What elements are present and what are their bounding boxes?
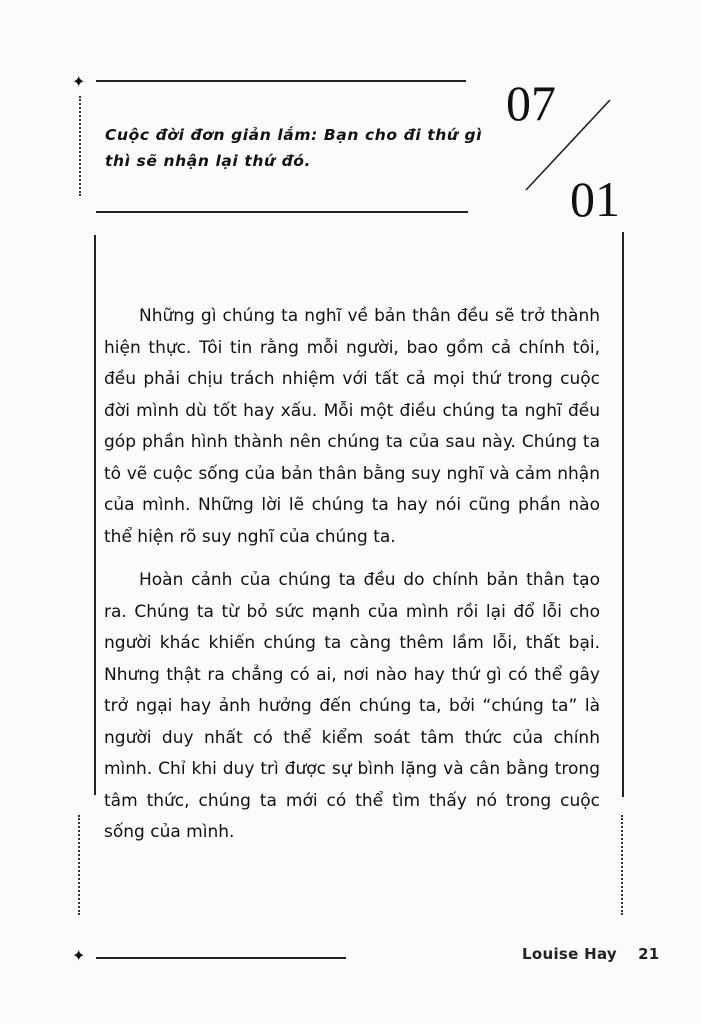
footer-author: Louise Hay <box>522 945 617 963</box>
dotted-divider-top-left <box>79 96 81 196</box>
frame-right-rule <box>622 232 624 797</box>
frame-left-rule <box>94 235 96 795</box>
chapter-day: 01 <box>570 171 620 227</box>
header-rule-bottom <box>96 211 468 213</box>
quote-line-2: thì sẽ nhận lại thứ đó. <box>105 152 312 170</box>
star-ornament-bottom-icon: ✦ <box>72 946 86 965</box>
chapter-month: 07 <box>506 75 556 131</box>
dotted-divider-bottom-left <box>78 815 80 915</box>
dotted-divider-bottom-right <box>621 815 623 915</box>
quote-line-1: Cuộc đời đơn giản lắm: Bạn cho đi thứ gì <box>105 126 483 144</box>
page-number: 21 <box>638 945 660 963</box>
star-ornament-top-icon: ✦ <box>72 72 86 91</box>
paragraph-1: Những gì chúng ta nghĩ về bản thân đều sẽ trở thành hiện thực. Tôi tin rằng mỗi người, bao gồm cả chính tôi, đều phải chịu trách nhiệm với tất cả mọi thứ trong cuộc đời mình dù tốt hay xấu. Mỗi một điều chúng ta nghĩ đều góp phần hình thành nên chúng ta của sau này. Chúng ta tô vẽ cuộc sống của bản thân bằng suy nghĩ và cảm nhận của mình. Những lời lẽ chúng ta hay nói cũng phần nào thể hiện rõ suy nghĩ của chúng ta. <box>104 306 600 547</box>
header-quote <box>105 122 485 174</box>
paragraph-2: Hoàn cảnh của chúng ta đều do chính bản thân tạo ra. Chúng ta từ bỏ sức mạnh của mình rồi lại đổ lỗi cho người khác khiến chúng ta càng thêm lầm lỗi, thất bại. Nhưng thật ra chẳng có ai, nơi nào hay thứ gì có thể gây trở ngại hay ảnh hưởng đến chúng ta, bởi “chúng ta” là người duy nhất có thể kiểm soát tâm thức của chính mình. Chỉ khi duy trì được sự bình lặng và cân bằng trong tâm thức, chúng ta mới có thể tìm thấy nó trong cuộc sống của mình. <box>104 570 600 842</box>
footer <box>522 945 660 963</box>
footer-rule <box>96 957 346 959</box>
header-rule-top <box>96 80 466 82</box>
body-text <box>104 301 600 861</box>
